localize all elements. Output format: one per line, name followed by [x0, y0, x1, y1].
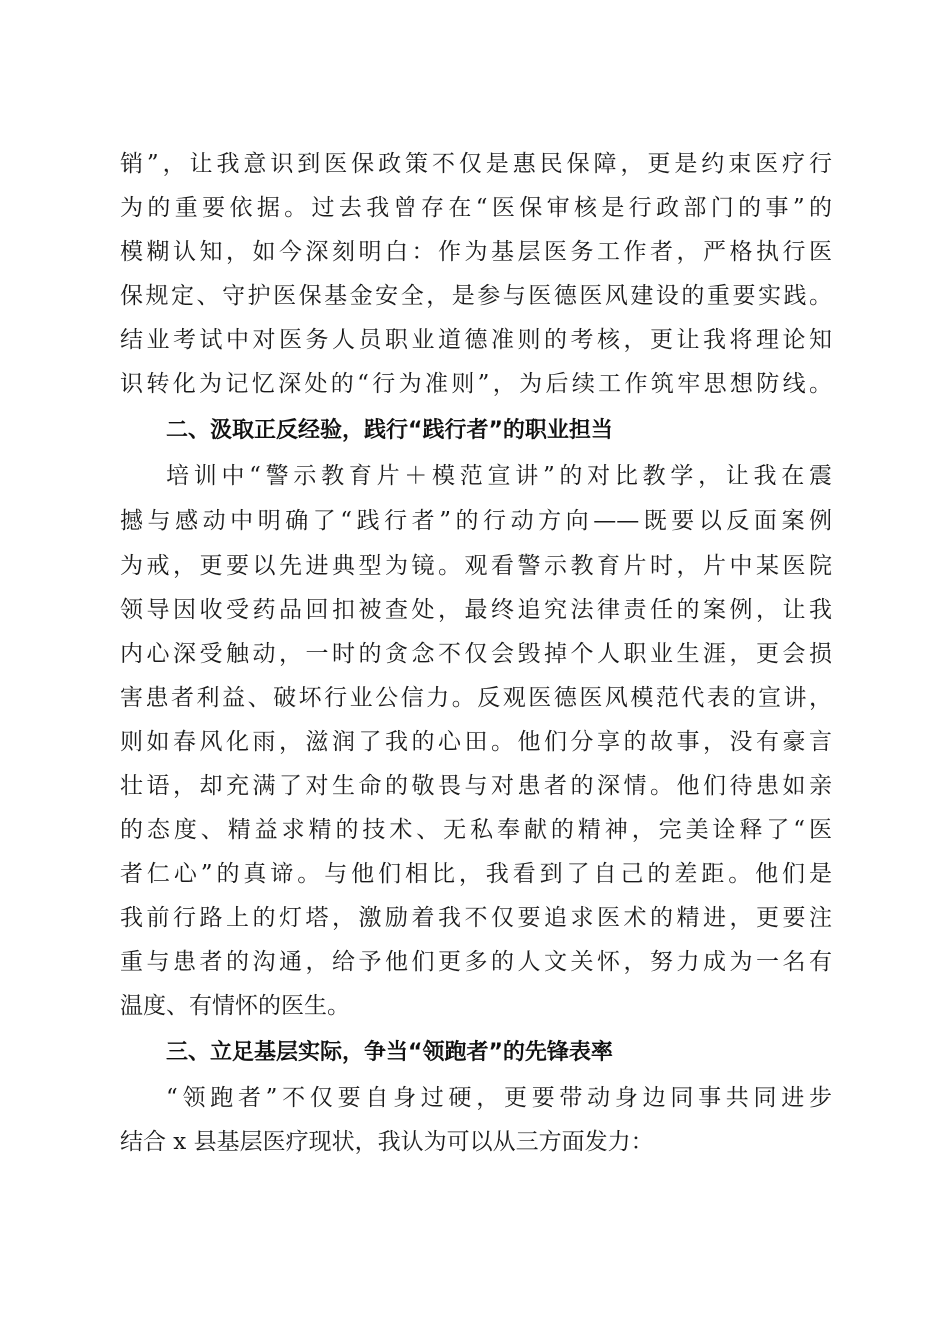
paragraph1-line-3: 模糊认知，如今深刻明白：作为基层医务工作者，严格执行医 [120, 239, 832, 265]
paragraph2-line-10: 者仁心”的真谛。与他们相比，我看到了自己的差距。他们是 [120, 861, 832, 887]
paragraph1-line-5: 结业考试中对医务人员职业道德准则的考核，更让我将理论知 [120, 327, 832, 353]
paragraph2-line-1: 培训中“警示教育片＋模范宣讲”的对比教学，让我在震 [166, 463, 832, 489]
paragraph1-line-2: 为的重要依据。过去我曾存在“医保审核是行政部门的事”的 [120, 195, 832, 221]
paragraph2-line-9: 的态度、精益求精的技术、无私奉献的精神，完美诠释了“医 [120, 817, 832, 843]
paragraph2-line-11: 我前行路上的灯塔，激励着我不仅要追求医术的精进，更要注 [120, 905, 832, 931]
paragraph3-line-2: 结合 x 县基层医疗现状，我认为可以从三方面发力： [120, 1129, 654, 1155]
paragraph1-line-6: 识转化为记忆深处的“行为准则”，为后续工作筑牢思想防线。 [120, 371, 832, 397]
paragraph2-line-3: 为戒，更要以先进典型为镜。观看警示教育片时，片中某医院 [120, 553, 832, 579]
paragraph2-line-5: 内心深受触动，一时的贪念不仅会毁掉个人职业生涯，更会损 [120, 641, 832, 667]
paragraph1-line-1: 销”，让我意识到医保政策不仅是惠民保障，更是约束医疗行 [120, 151, 832, 177]
paragraph3-line-1: “领跑者”不仅要自身过硬，更要带动身边同事共同进步 [166, 1085, 832, 1111]
paragraph2-line-8: 壮语，却充满了对生命的敬畏与对患者的深情。他们待患如亲 [120, 773, 832, 799]
paragraph2-line-7: 则如春风化雨，滋润了我的心田。他们分享的故事，没有豪言 [120, 729, 832, 755]
section-heading-3: 三、立足基层实际，争当“领跑者”的先锋表率 [166, 1040, 613, 1065]
paragraph1-line-4: 保规定、守护医保基金安全，是参与医德医风建设的重要实践。 [120, 283, 832, 309]
section-heading-2: 二、汲取正反经验，践行“践行者”的职业担当 [166, 418, 613, 443]
paragraph2-line-13: 温度、有情怀的医生。 [120, 993, 350, 1019]
paragraph2-line-6: 害患者利益、破坏行业公信力。反观医德医风模范代表的宣讲， [120, 685, 832, 711]
paragraph2-line-12: 重与患者的沟通，给予他们更多的人文关怀，努力成为一名有 [120, 949, 832, 975]
paragraph2-line-2: 撼与感动中明确了“践行者”的行动方向——既要以反面案例 [120, 508, 832, 534]
paragraph2-line-4: 领导因收受药品回扣被查处，最终追究法律责任的案例，让我 [120, 597, 832, 623]
